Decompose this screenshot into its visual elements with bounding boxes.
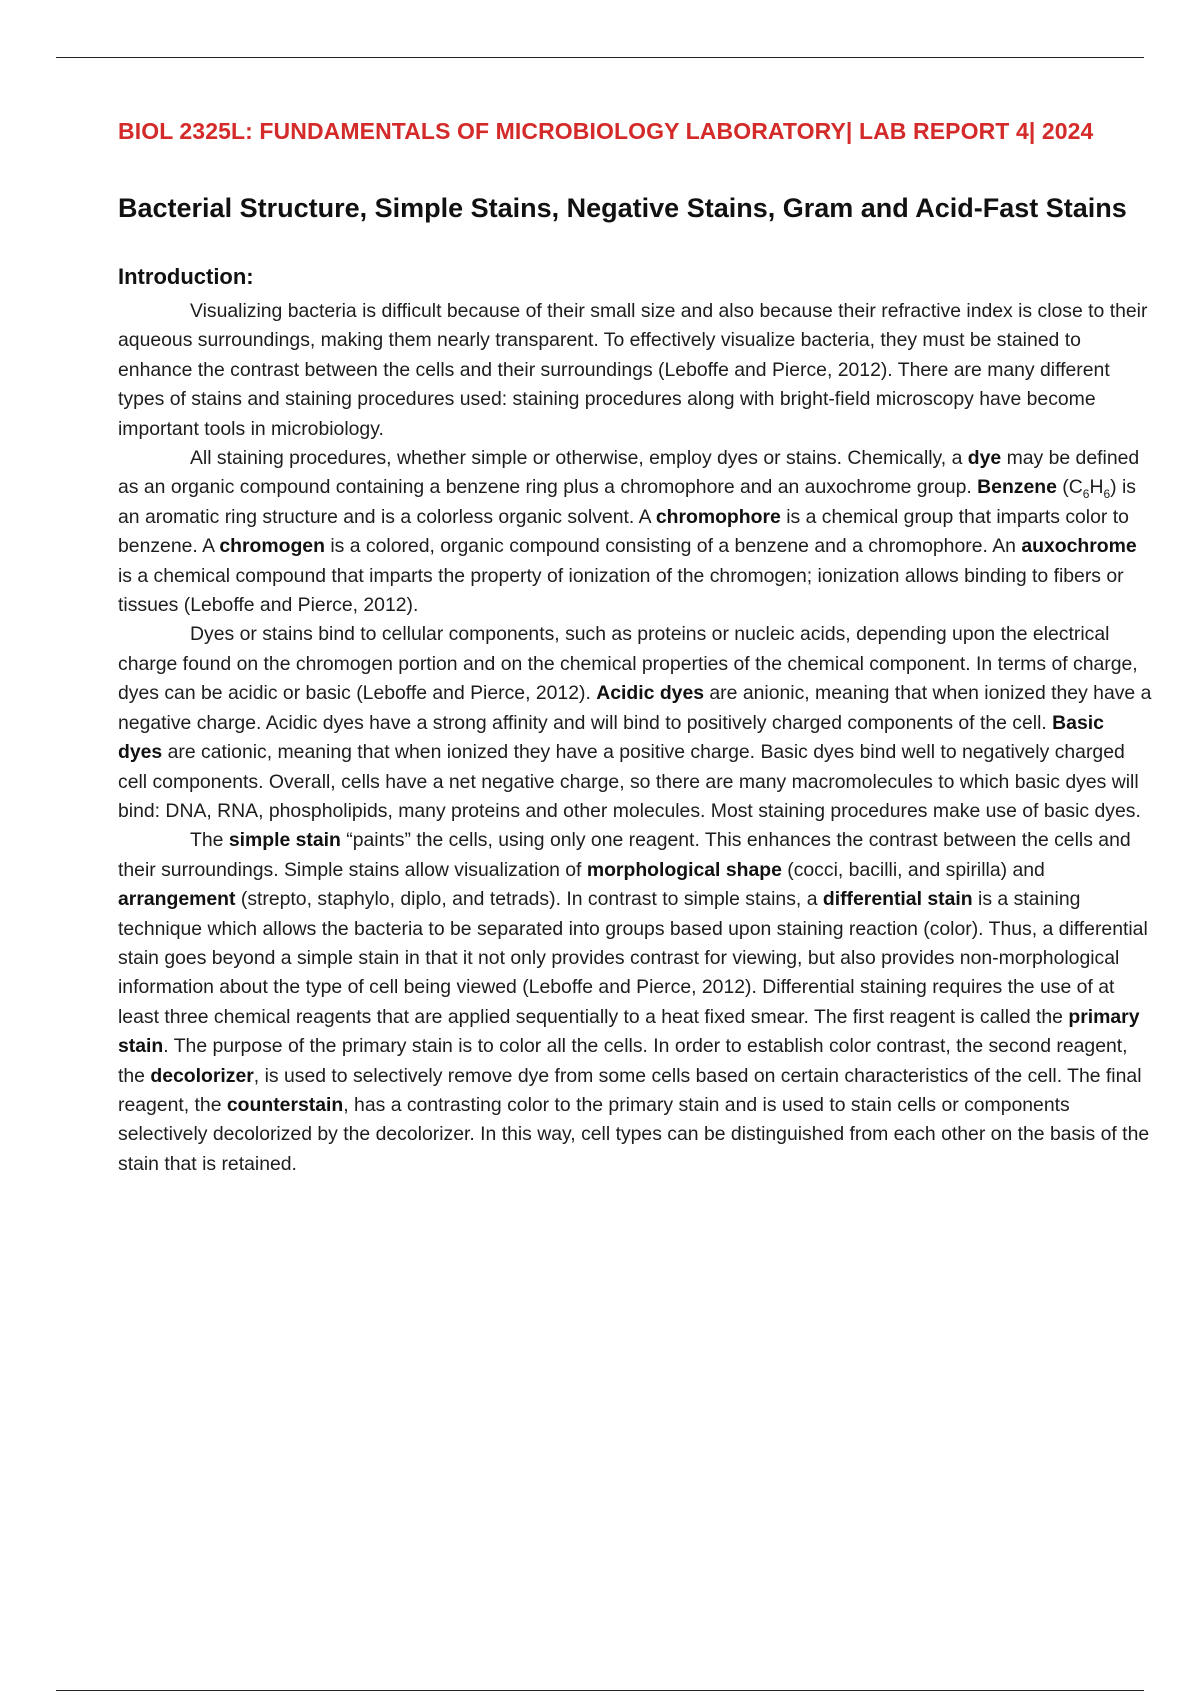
term-differential-stain: differential stain: [822, 888, 973, 911]
term-morphological-shape: morphological shape: [586, 858, 782, 881]
paragraph-text: , has a contrasting color to the primary stain and is used to stain cells or components selectively decolorized by the decolorizer. In this way, cell types can be distinguished from each other on the basis of the stain that is retained.: [118, 1093, 1150, 1175]
paragraph-text: (C: [1056, 476, 1083, 499]
bottom-rule: [56, 1690, 1144, 1691]
paragraph-1: [118, 297, 1152, 444]
paragraph-text: ) is an aromatic ring structure and is a colorless organic solvent. A: [118, 476, 1137, 528]
document-title: Bacterial Structure, Simple Stains, Negative Stains, Gram and Acid-Fast Stains: [118, 193, 1127, 223]
term-dye: dye: [967, 447, 1002, 470]
paragraph-text: is a chemical compound that imparts the property of ionization of the chromogen; ionization allows binding to fibers or tissues (Leboffe and Pierce, 2012).: [118, 564, 1124, 617]
top-rule: [56, 57, 1144, 58]
subscript: 6: [1103, 487, 1111, 502]
paragraph-text: is a colored, organic compound consisting of a benzene and a chromophore. An: [324, 535, 1022, 558]
paragraph-text: are anionic, meaning that when ionized they have a negative charge. Acidic dyes have a strong affinity and will bind to positively charged components of the cell.: [118, 682, 1152, 734]
term-acidic-dyes: Acidic dyes: [596, 682, 705, 705]
term-chromophore: chromophore: [655, 505, 781, 528]
paragraph-text: is a chemical group that imparts color to benzene. A: [118, 505, 1129, 558]
paragraph-text: Visualizing bacteria is difficult because of their small size and also because their refractive index is close to their aqueous surroundings, making them nearly transparent. To effectively visualize bacteria, they must be stained to enhance the contrast between the cells and their surroundings (Leboffe and Pierce, 2012). There are many different types of stains and staining procedures used: staining procedures along with bright-field microscopy have become important tools in microbiology.: [118, 300, 1148, 440]
paragraph-text: Dyes or stains bind to cellular components, such as proteins or nucleic acids, depending upon the electrical charge found on the chromogen portion and on the chemical properties of the chemical component. In terms of charge, dyes can be acidic or basic (Leboffe and Pierce, 2012).: [118, 623, 1138, 705]
paragraph-text: All staining procedures, whether simple or otherwise, employ dyes or stains. Chemically, a: [190, 447, 968, 470]
term-arrangement: arrangement: [118, 888, 236, 911]
term-simple-stain: simple stain: [228, 829, 341, 852]
paragraph-text: H: [1089, 476, 1104, 499]
term-basic-dyes: Basic dyes: [118, 711, 1104, 764]
term-decolorizer: decolorizer: [150, 1064, 254, 1087]
paragraph-text: are cationic, meaning that when ionized they have a positive charge. Basic dyes bind well to negatively charged cell components. Overall, cells have a net negative charge, so there are many macromolecules to which basic dyes will bind: DNA, RNA, phospholipids, many proteins and other molecules. Most staining procedures make use of basic dyes.: [118, 741, 1141, 822]
subscript: 6: [1082, 487, 1090, 502]
term-benzene: Benzene: [977, 476, 1057, 499]
term-auxochrome: auxochrome: [1021, 535, 1137, 558]
paragraph-text: “paints” the cells, using only one reagent. This enhances the contrast between the cells and their surroundings. Simple stains allow visualization of: [118, 829, 1131, 881]
paragraph-text: The: [190, 829, 229, 852]
paragraph-text: , is used to selectively remove dye from some cells based on certain characteristics of the cell. The final reagent, the: [118, 1064, 1142, 1116]
introduction-heading: Introduction:: [118, 264, 254, 289]
paragraph-2: [118, 444, 1152, 620]
introduction-body: [118, 297, 1152, 1179]
course-header: BIOL 2325L: FUNDAMENTALS OF MICROBIOLOGY LABORATORY| LAB REPORT 4| 2024: [118, 118, 1094, 144]
paragraph-text: is a staining technique which allows the bacteria to be separated into groups based upon staining reaction (color). Thus, a differential stain goes beyond a simple stain in that it not only provides contrast for viewing, but also provides non-morphological information about the type of cell being viewed (Leboffe and Pierce, 2012). Differential staining requires the use of at least three chemical reagents that are applied sequentially to a heat fixed smear. The first reagent is called the: [118, 888, 1148, 1028]
term-counterstain: counterstain: [226, 1093, 344, 1116]
paragraph-text: may be defined as an organic compound containing a benzene ring plus a chromophore and an auxochrome group.: [118, 447, 1140, 499]
term-chromogen: chromogen: [219, 535, 325, 558]
paragraph-3: [118, 620, 1152, 826]
term-primary-stain: primary stain: [118, 1005, 1140, 1058]
paragraph-text: (strepto, staphylo, diplo, and tetrads). In contrast to simple stains, a: [235, 888, 823, 911]
paragraph-4: [118, 826, 1152, 1179]
paragraph-text: (cocci, bacilli, and spirilla) and: [781, 858, 1045, 881]
paragraph-text: . The purpose of the primary stain is to color all the cells. In order to establish color contrast, the second reagent, the: [118, 1035, 1128, 1087]
